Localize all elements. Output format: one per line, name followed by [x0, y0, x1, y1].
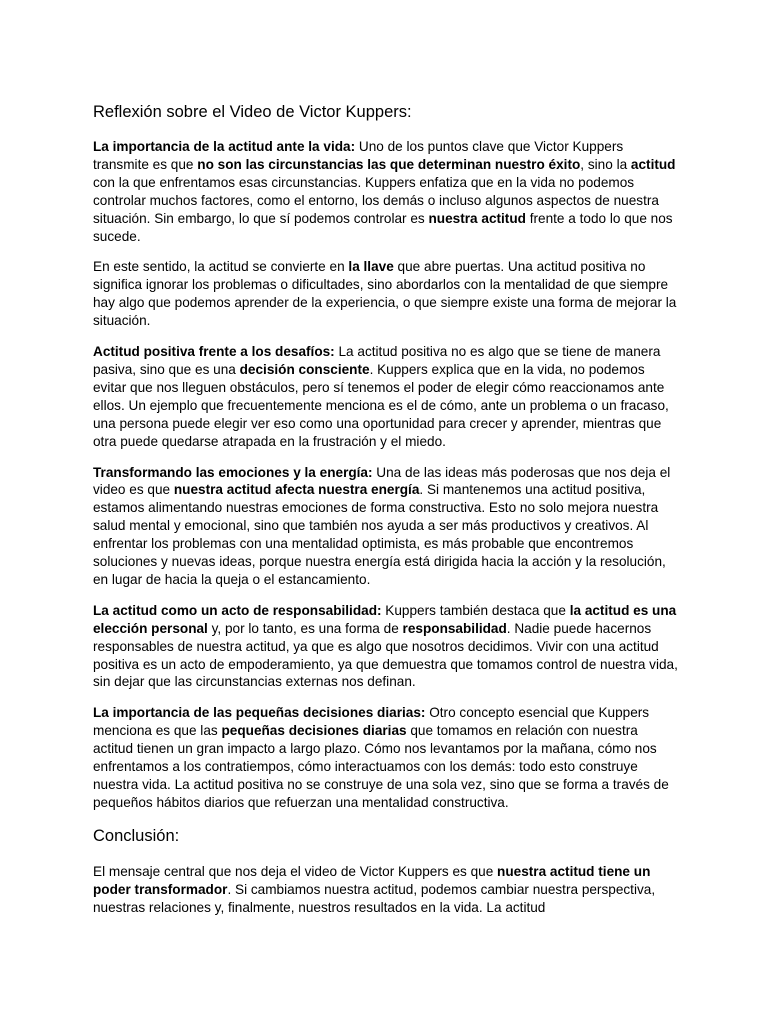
emphasis-text: pequeñas decisiones diarias	[221, 723, 407, 739]
emphasis-text: La importancia de la actitud ante la vida:	[93, 139, 356, 154]
emphasis-text: decisión consciente	[239, 361, 370, 377]
body-text: que abre puertas. Una actitud positiva no significa ignorar los problemas o dificultades, sino abordarlos con la mentalidad de que siempre hay algo que podemos aprender de la experiencia, o que siempre existe una forma de mejorar la situación.	[93, 259, 677, 329]
body-text: Una de las ideas más poderosas que nos deja el video es que	[93, 464, 671, 498]
body-text: La actitud positiva no es algo que se tiene de manera pasiva, sino que es una	[93, 344, 661, 377]
body-text: frente a todo lo que nos sucede.	[93, 210, 673, 244]
emphasis-text: la llave	[348, 259, 394, 275]
paragraph-decisiones-diarias	[93, 704, 678, 811]
document-title: Reflexión sobre el Video de Victor Kuppers:	[93, 103, 412, 121]
body-text: . Nadie puede hacernos responsables de nuestra actitud, ya que es algo que nosotros decidimos. Vivir con una actitud positiva es un acto de empoderamiento, ya que demuestra que tomamos control de nuestra vida, sin dejar que las circunstancias externas nos definan.	[93, 620, 678, 690]
paragraph-desafios	[93, 343, 678, 450]
body-text: En este sentido, la actitud se convierte en	[93, 259, 349, 275]
body-text: Otro concepto esencial que Kuppers menciona es que las	[93, 705, 650, 739]
paragraph-emociones-energia	[93, 464, 678, 589]
body-text: . Si mantenemos una actitud positiva, estamos alimentando nuestras emociones de forma constructiva. Esto no solo mejora nuestra salud mental y emocional, sino que también nos ayuda a ser más productivos y creativos. Al enfrentar los problemas con una mentalidad optimista, es más probable que encontremos soluciones y nuevas ideas, porque nuestra energía está dirigida hacia la acción y la resolución, en lugar de hacia la queja o el estancamiento.	[93, 482, 666, 587]
emphasis-text: actitud	[630, 156, 676, 172]
body-text: Uno de los puntos clave que Victor Kuppers transmite es que	[93, 139, 624, 172]
emphasis-text: Transformando las emociones y la energía:	[93, 464, 373, 480]
paragraph-responsabilidad	[93, 602, 678, 692]
body-text: que tomamos en relación con nuestra actitud tienen un gran impacto a largo plazo. Cómo nos levantamos por la mañana, cómo nos enfrentamos a los contratiempos, cómo interactuamos con los demás: todo esto construye nuestra vida. La actitud positiva no se construye de una sola vez, sino que se forma a través de pequeños hábitos diarios que refuerzan una mentalidad constructiva.	[93, 723, 669, 810]
emphasis-text: La actitud como un acto de responsabilidad:	[93, 602, 382, 618]
conclusion-heading: Conclusión:	[93, 826, 180, 845]
paragraph-actitud-ante-la-vida	[93, 138, 678, 245]
document-page	[93, 102, 678, 930]
body-text: y, por lo tanto, es una forma de	[207, 620, 403, 636]
emphasis-text: responsabilidad	[402, 620, 507, 636]
paragraph-la-llave	[93, 258, 678, 330]
emphasis-text: nuestra actitud	[428, 210, 526, 226]
body-text: . Kuppers explica que en la vida, no podemos evitar que nos lleguen obstáculos, pero sí tenemos el poder de elegir cómo reaccionamos ante ellos. Un ejemplo que frecuentemente menciona es el de cómo, ante un problema o un fracaso, una persona puede elegir ver eso como una oportunidad para crecer y aprender, mientras que otra puede quedarse atrapada en la frustración y el miedo.	[93, 361, 669, 449]
emphasis-text: nuestra actitud afecta nuestra energía	[173, 482, 420, 498]
paragraph-conclusion	[93, 863, 678, 917]
body-text: . Si cambiamos nuestra actitud, podemos cambiar nuestra perspectiva, nuestras relaciones y, finalmente, nuestros resultados en la vida. La actitud	[93, 881, 656, 915]
body-text: El mensaje central que nos deja el video de Victor Kuppers es que	[93, 863, 498, 879]
emphasis-text: Actitud positiva frente a los desafíos:	[93, 344, 335, 360]
body-text: , sino la	[580, 156, 631, 172]
body-text: con la que enfrentamos esas circunstancias. Kuppers enfatiza que en la vida no podemos controlar muchos factores, como el entorno, los demás o incluso algunos aspectos de nuestra situación. Sin embargo, lo que sí podemos controlar es	[93, 174, 659, 226]
emphasis-text: no son las circunstancias las que determinan nuestro éxito	[197, 156, 581, 172]
emphasis-text: La importancia de las pequeñas decisiones diarias:	[93, 705, 426, 721]
body-paragraphs	[93, 138, 678, 812]
emphasis-text: la actitud es una elección personal	[93, 602, 677, 636]
body-text: Kuppers también destaca que	[381, 602, 570, 618]
emphasis-text: nuestra actitud tiene un poder transformador	[93, 863, 651, 897]
